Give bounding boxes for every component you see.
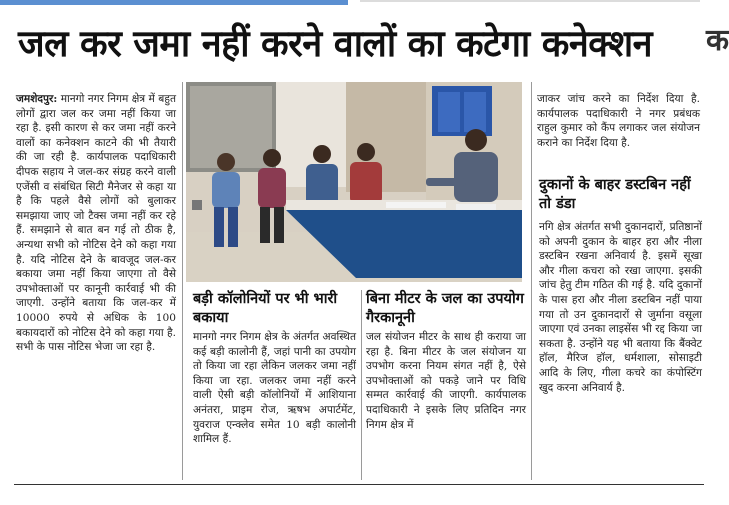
bottom-rule [14, 484, 704, 485]
news-photo [186, 82, 522, 282]
section-heading-colonies: बड़ी कॉलोनियों पर भी भारी बकाया [193, 291, 338, 326]
column-divider-2 [361, 290, 362, 480]
section-heading-meter: बिना मीटर के जल का उपयोग गैरकानूनी [366, 291, 524, 326]
section-text-colonies: मानगो नगर निगम क्षेत्र के अंतर्गत अवस्थित कई बड़ी कालोनी हैं, जहां पानी का उपयोग तो किया जा रहा लेकिन जलकर जमा नहीं किया जा रहा. जलकर जमा नहीं करने वाली ऐसी बड़ी कॉलोनियों में आशियाना अनंतरा, प्राइम रोज, ऋषभ अपार्टमेंट, युवराज एन्क्लेव समेत 10 बड़ी कालोनी शामिल हैं. [193, 331, 356, 446]
top-color-bar [0, 0, 348, 5]
column-1-text: मानगो नगर निगम क्षेत्र में बहुत लोगों द्वारा जल कर जमा नहीं किया जा रहा है. इसी कारण से कर जमा नहीं करने वालों का कनेक्शन काटने की भी तैयारी की जा रही है. कार्यपालक पदाधिकारी दीपक सहाय ने जल-कर संग्रह करने वाली एजेंसी व संबंधित सिटी मैनेजर से कहा या है कि पहले वैसे लोगों को बुलाकर समझाया जाए जो टैक्स जमा नहीं कर रहे हैं. समझाने से बात बन गई तो ठीक है, अन्यथा सभी को नोटिस देने को कहा गया है. यदि नोटिस देने के बावजूद जल-कर बकाया जमा नहीं किया जाएगा तो वैसे उपभोक्ताओं पर कानूनी कार्रवाई भी की जाएगी. उन्होंने बताया कि जल-कर में 10000 रुपये से अधिक के 100 बकायदारों को नोटिस देने को कहा गया है. सभी के पास नोटिस भेजा जा रहा है. [16, 93, 177, 354]
column-1 [16, 92, 176, 355]
section-heading-dustbin: दुकानों के बाहर डस्टबिन नहीं तो डंडा [539, 177, 691, 212]
section-text-meter: जल संयोजन मीटर के साथ ही कराया जा रहा है. बिना मीटर के जल संयोजन या उपभोग करना नियम संगत नहीं है, ऐसे उपभोक्ताओं को पकड़े जाने पर विधि सम्मत कार्रवाई की जाएगी. कार्यपालक पदाधिकारी ने इसके लिए प्रतिदिन नगर निगम क्षेत्र में [366, 331, 526, 431]
section-text-dustbin: नगि क्षेत्र अंतर्गत सभी दुकानदारों, प्रतिष्ठानों को अपनी दुकान के बाहर हरा और नीला डस्टबिन रखना अनिवार्य है. इसमें सूखा और गीला कचरा को रखा जाएगा. इसकी जांच हेतु टीम गठित की गई है. यदि दुकानों के पास हरा और नीला डस्टबिन नहीं पाया गया तो उन दुकानदारों से जुर्माना वसूला जाएगा एवं उनका लाइसेंस भी रद्द किया जा सकता है. उन्होंने यह भी बताया कि बैंक्वेट हॉल, मैरिज हॉल, धर्मशाला, सोसाइटी आदि के लिए, गीला कचरे का कंपोस्टिंग खुद करना अनिवार्य है. [539, 221, 702, 394]
headline: जल कर जमा नहीं करने वालों का कटेगा कनेक्शन [18, 22, 653, 65]
meeting-photo-illustration [186, 82, 522, 282]
column-3-top-text: जाकर जांच करने का निर्देश दिया है. कार्यपालक पदाधिकारी ने नगर प्रबंधक राहुल कुमार को कैंप लगाकर जल संयोजन कराने का निर्देश दिया है. [537, 93, 700, 149]
column-divider-3 [531, 82, 532, 480]
top-grey-bar [360, 0, 700, 2]
cut-off-edge-text: क [706, 23, 729, 58]
dateline: जमशेदपुर: [16, 93, 58, 105]
column-divider-1 [182, 82, 183, 480]
